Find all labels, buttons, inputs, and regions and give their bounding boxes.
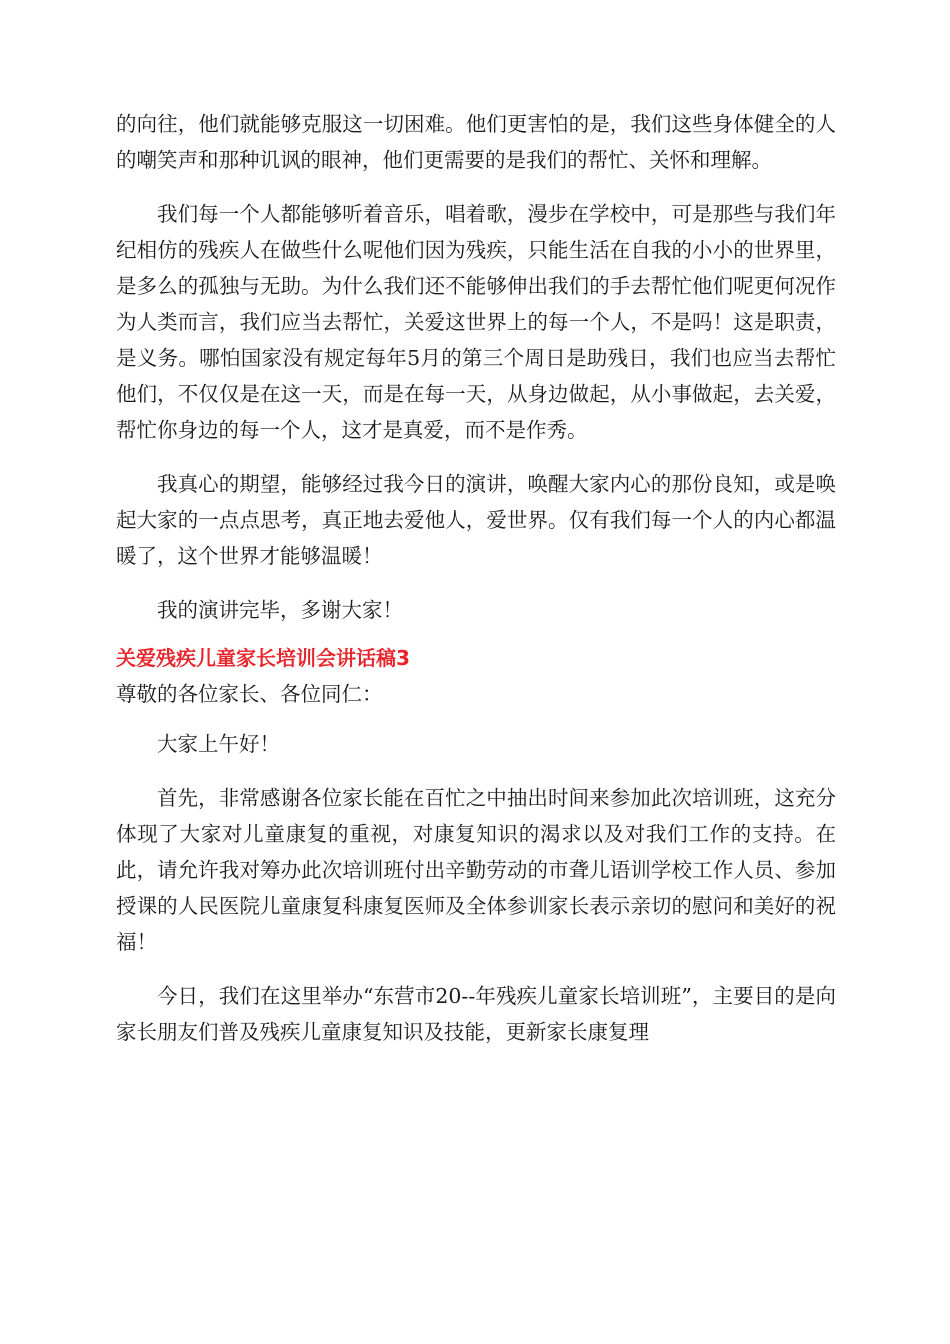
document-page (116, 106, 836, 1068)
body-paragraph: 今日，我们在这里举办“东营市20--年残疾儿童家长培训班”，主要目的是向家长朋友们普及残疾儿童康复知识及技能，更新家长康复理 (116, 984, 836, 1044)
section-heading: 关爱残疾儿童家长培训会讲话稿3 (116, 646, 410, 670)
body-paragraph: 首先，非常感谢各位家长能在百忙之中抽出时间来参加此次培训班，这充分体现了大家对儿童康复的重视，对康复知识的渴求以及对我们工作的支持。在此，请允许我对筹办此次培训班付出辛勤劳动的市聋儿语训学校工作人员、参加授课的人民医院儿童康复科康复医师及全体参训家长表示亲切的慰问和美好的祝福！ (116, 786, 836, 954)
body-paragraph: 的向往，他们就能够克服这一切困难。他们更害怕的是，我们这些身体健全的人的嘲笑声和那种讥讽的眼神，他们更需要的是我们的帮忙、关怀和理解。 (116, 112, 836, 172)
greeting-line: 大家上午好！ (157, 732, 280, 756)
body-paragraph: 我真心的期望，能够经过我今日的演讲，唤醒大家内心的那份良知，或是唤起大家的一点点思考，真正地去爱他人，爱世界。仅有我们每一个人的内心都温暖了，这个世界才能够温暖！ (116, 472, 836, 568)
body-paragraph: 我们每一个人都能够听着音乐，唱着歌，漫步在学校中，可是那些与我们年纪相仿的残疾人在做些什么呢他们因为残疾，只能生活在自我的小小的世界里，是多么的孤独与无助。为什么我们还不能够伸出我们的手去帮忙他们呢更何况作为人类而言，我们应当去帮忙，关爱这世界上的每一个人，不是吗！这是职责，是义务。哪怕国家没有规定每年5月的第三个周日是助残日，我们也应当去帮忙他们，不仅仅是在这一天，而是在每一天，从身边做起，从小事做起，去关爱，帮忙你身边的每一个人，这才是真爱，而不是作秀。 (116, 202, 836, 442)
closing-line: 我的演讲完毕，多谢大家！ (157, 598, 403, 622)
salutation: 尊敬的各位家长、各位同仁： (116, 682, 383, 706)
